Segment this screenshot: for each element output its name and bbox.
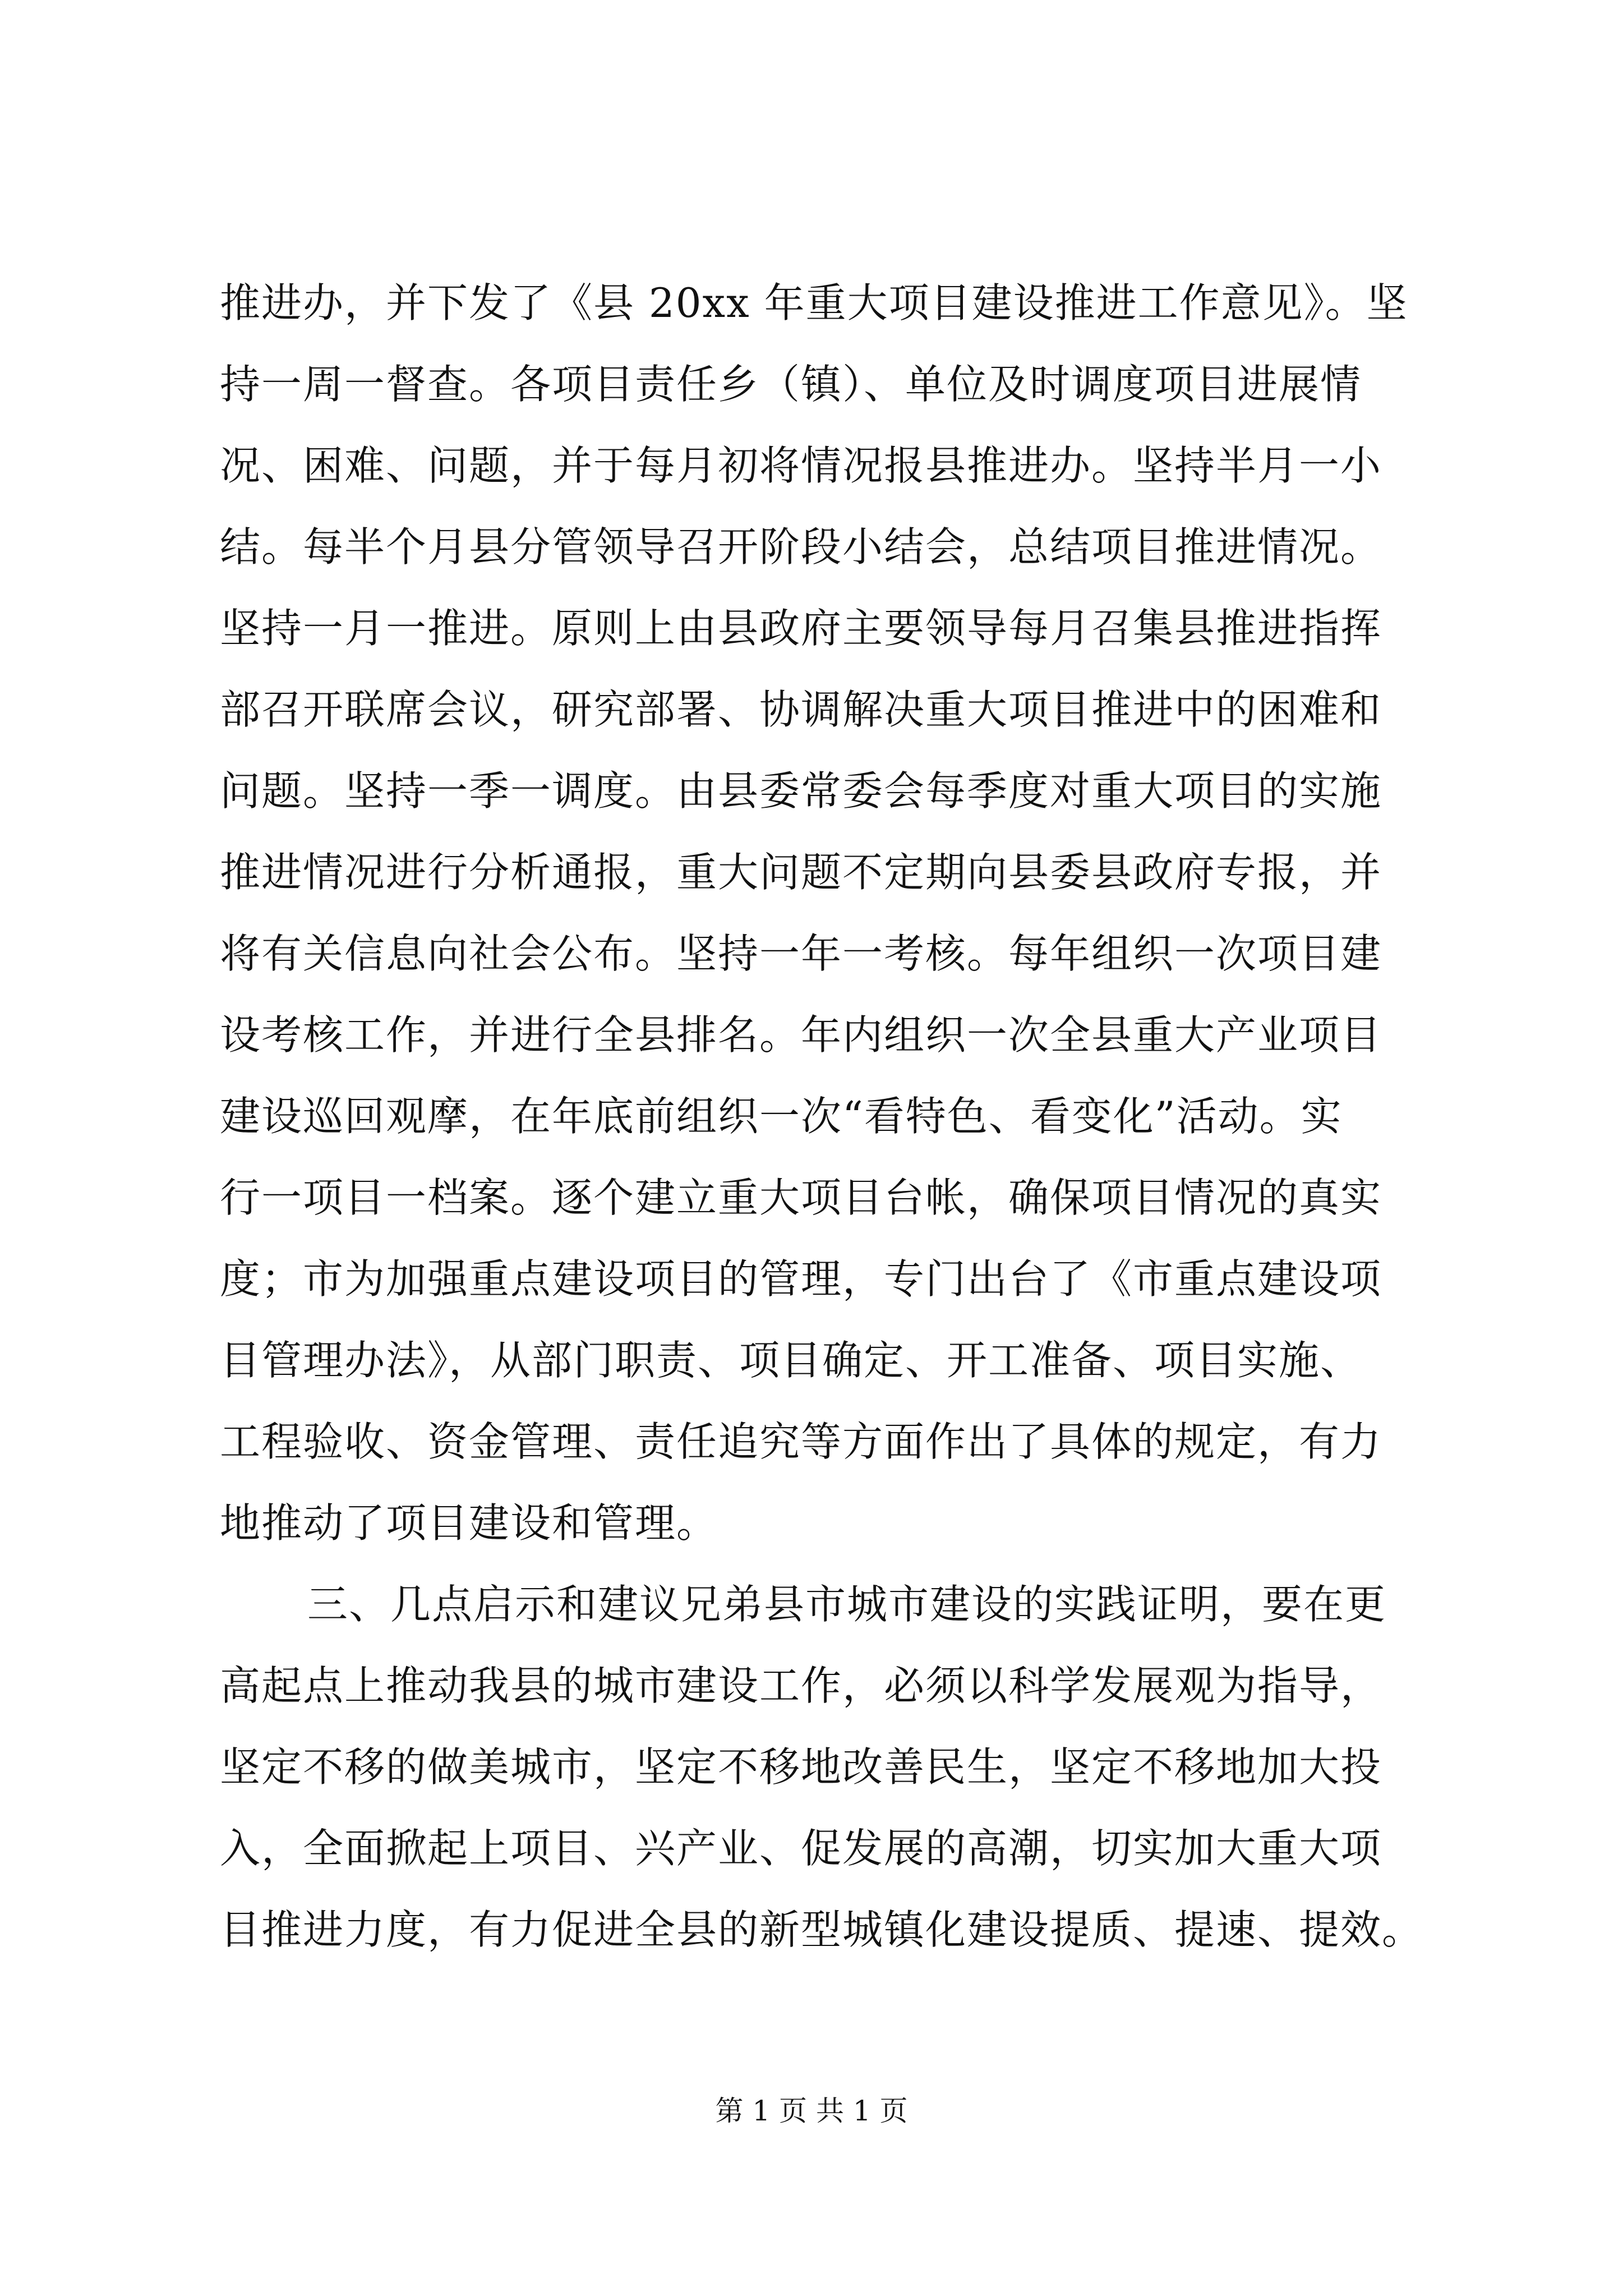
text-line: 部召开联席会议，研究部署、协调解决重大项目推进中的困难和 bbox=[220, 686, 1382, 733]
text-line: 况、困难、问题，并于每月初将情况报县推进办。坚持半月一小 bbox=[220, 442, 1382, 489]
document-body bbox=[220, 263, 1424, 1971]
page-footer bbox=[0, 2091, 1623, 2131]
page-number: 第 1 页 共 1 页 bbox=[715, 2095, 908, 2127]
text-line: 结。每半个月县分管领导召开阶段小结会，总结项目推进情况。 bbox=[220, 523, 1382, 570]
text-line: 度；市为加强重点建设项目的管理，专门出台了《市重点建设项 bbox=[220, 1255, 1382, 1303]
text-line: 目管理办法》，从部门职责、项目确定、开工准备、项目实施、 bbox=[220, 1337, 1362, 1384]
text-line: 地推动了项目建设和管理。 bbox=[220, 1499, 718, 1547]
text-line: 坚持一月一推进。原则上由县政府主要领导每月召集县推进指挥 bbox=[220, 605, 1382, 652]
text-line: 入，全面掀起上项目、兴产业、促发展的高潮，切实加大重大项 bbox=[220, 1825, 1382, 1872]
text-line: 推进情况进行分析通报，重大问题不定期向县委县政府专报，并 bbox=[220, 849, 1382, 896]
text-line: 将有关信息向社会公布。坚持一年一考核。每年组织一次项目建 bbox=[220, 930, 1382, 977]
paragraph-start-line: 三、几点启示和建议兄弟县市城市建设的实践证明，要在更 bbox=[307, 1581, 1387, 1628]
text-line: 问题。坚持一季一调度。由县委常委会每季度对重大项目的实施 bbox=[220, 767, 1382, 815]
text-line: 建设巡回观摩，在年底前组织一次“看特色、看变化”活动。实 bbox=[220, 1093, 1343, 1140]
text-line: 工程验收、资金管理、责任追究等方面作出了具体的规定，有力 bbox=[220, 1418, 1382, 1465]
text-line: 目推进力度，有力促进全县的新型城镇化建设提质、提速、提效。 bbox=[220, 1906, 1424, 1953]
text-line: 行一项目一档案。逐个建立重大项目台帐，确保项目情况的真实 bbox=[220, 1174, 1382, 1221]
text-line: 持一周一督查。各项目责任乡（镇）、单位及时调度项目进展情 bbox=[220, 361, 1362, 408]
text-line: 坚定不移的做美城市，坚定不移地改善民生，坚定不移地加大投 bbox=[220, 1743, 1382, 1791]
text-line: 设考核工作，并进行全县排名。年内组织一次全县重大产业项目 bbox=[220, 1011, 1382, 1059]
text-line: 高起点上推动我县的城市建设工作，必须以科学发展观为指导， bbox=[220, 1662, 1382, 1709]
text-line: 推进办，并下发了《县 20xx 年重大项目建设推进工作意见》。坚 bbox=[220, 279, 1408, 326]
